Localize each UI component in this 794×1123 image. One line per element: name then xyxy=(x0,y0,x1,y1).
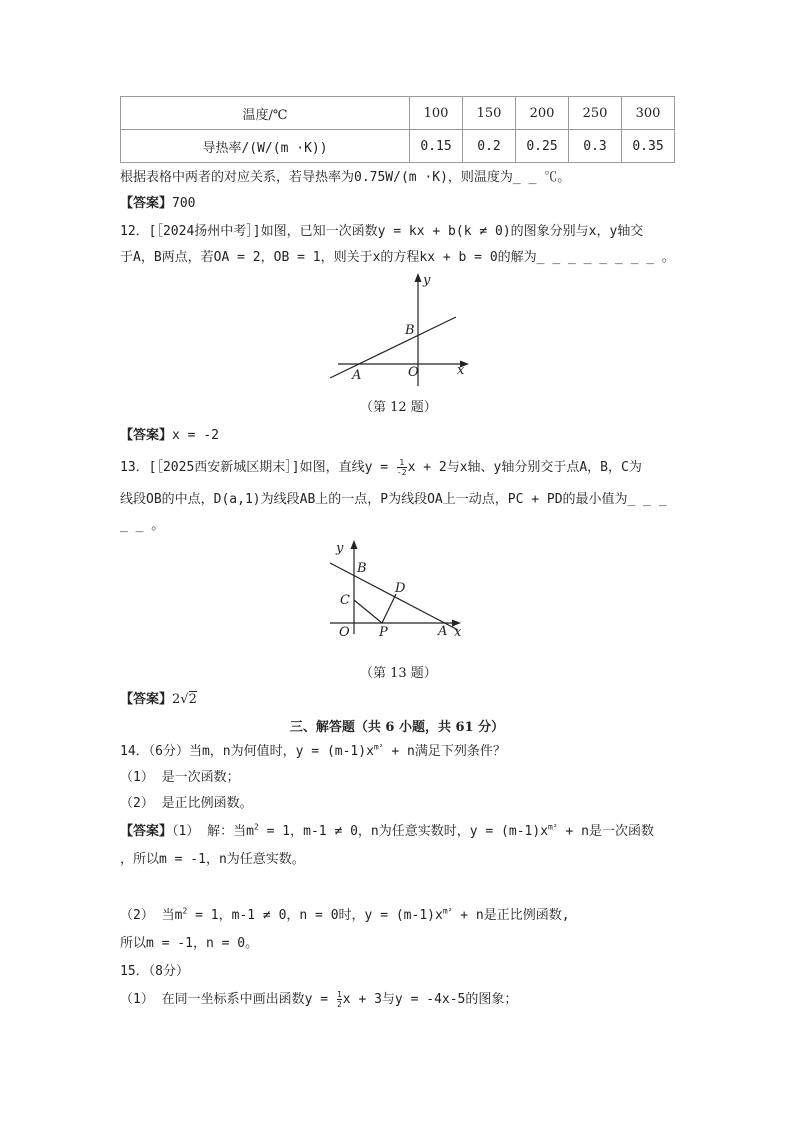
q14-part2: （2） 是正比例函数。 xyxy=(120,796,253,811)
ans2-pre: （2） 当m xyxy=(120,908,183,923)
section-title: 三、解答题（共 6 小题，共 61 分） xyxy=(289,720,505,735)
q14-stem xyxy=(120,740,506,759)
answer-radicand: 2 xyxy=(188,692,197,707)
table-cell: 0.3 xyxy=(569,130,622,163)
q15-stem: 15．（8分） xyxy=(120,964,189,979)
table-header-conductivity: 导热率/(W/(m ·K)) xyxy=(121,130,410,163)
segment-PD xyxy=(382,594,396,623)
exponent: 2 xyxy=(182,906,188,916)
ans1-mid: = 1，m-1 ≠ 0，n为任意实数时，y = (m-1)x xyxy=(258,824,549,839)
exponent: m² xyxy=(373,742,384,752)
q13-figure-caption: （第 13 题） xyxy=(360,666,437,681)
table-header-temperature: 温度/℃ xyxy=(121,97,410,130)
conductivity-table xyxy=(120,96,675,163)
exponent: m² xyxy=(548,822,558,832)
label-y: y xyxy=(336,541,344,556)
table-cell: 100 xyxy=(410,97,463,130)
q14-stem-post: + n满足下列条件？ xyxy=(383,744,506,759)
answer-coefficient: 2 xyxy=(172,692,181,707)
ans2-post: + n是正比例函数, xyxy=(452,908,570,923)
table-cell: 0.15 xyxy=(410,130,463,163)
q15-part1-post: x + 3与y = -4x-5的图象； xyxy=(342,992,518,1007)
q13-line1-post: x + 2与x轴、y轴分别交于点A，B，C为 xyxy=(407,460,642,475)
table-cell: 0.35 xyxy=(622,130,675,163)
q12-line1: 12．[［2024扬州中考］]如图，已知一次函数y = kx + b(k ≠ 0)的图象分别与x，y轴交 xyxy=(120,224,644,239)
q14-answer-line1 xyxy=(120,820,654,839)
fraction-numerator: 1 xyxy=(336,990,342,999)
sqrt-symbol: √ xyxy=(180,692,189,707)
q13-line1-pre: 13．[［2025西安新城区期末］]如图，直线y = xyxy=(120,460,396,475)
label-x: x xyxy=(457,363,465,378)
table-cell: 150 xyxy=(463,97,516,130)
answer-label: 【答案】 xyxy=(120,692,173,707)
fraction-denominator: -2 xyxy=(396,468,407,477)
label-B: B xyxy=(357,561,367,576)
table-cell: 0.2 xyxy=(463,130,516,163)
exponent: 2 xyxy=(254,822,259,832)
q14-answer2-line2: 所以m = -1，n = 0。 xyxy=(120,936,259,951)
answer-label: 【答案】 xyxy=(120,824,173,839)
segment-PC xyxy=(354,600,382,623)
label-P: P xyxy=(379,625,388,640)
q12-answer xyxy=(120,424,219,443)
fraction xyxy=(397,458,407,477)
ans2-mid: = 1，m-1 ≠ 0，n = 0时，y = (m-1)x xyxy=(187,908,443,923)
fraction-denominator: 2 xyxy=(336,1000,342,1009)
table-cell: 250 xyxy=(569,97,622,130)
q12-figure-caption: （第 12 题） xyxy=(360,400,437,415)
q14-part1: （1） 是一次函数； xyxy=(120,770,240,785)
label-O: O xyxy=(408,365,419,380)
q12-line2: 于A，B两点，若OA = 2，OB = 1，则关于x的方程kx + b = 0的解为_ _ _ _ _ _ _ _ 。 xyxy=(120,250,675,265)
answer-label: 【答案】 xyxy=(120,428,173,443)
label-A: A xyxy=(352,368,362,383)
q11-answer xyxy=(120,192,196,211)
label-A: A xyxy=(438,624,448,639)
q13-line1 xyxy=(120,456,642,477)
q14-answer2-line1 xyxy=(120,904,570,923)
answer-value: x = -2 xyxy=(172,428,219,443)
q14-answer-line2: ，所以m = -1，n为任意实数。 xyxy=(120,852,305,867)
ans1-pre: （1） 解：当m xyxy=(172,824,254,839)
ans1-post: + n是一次函数 xyxy=(557,824,654,839)
y-axis-arrow xyxy=(415,273,422,282)
label-D: D xyxy=(395,581,406,596)
q15-part1 xyxy=(120,988,517,1009)
label-y: y xyxy=(423,273,431,288)
fraction-numerator: 1 xyxy=(397,458,407,468)
q15-part1-pre: （1） 在同一坐标系中画出函数y = xyxy=(120,992,336,1007)
label-x: x xyxy=(454,625,462,640)
table-cell: 0.25 xyxy=(516,130,569,163)
label-C: C xyxy=(340,593,350,608)
answer-value: 700 xyxy=(172,196,196,211)
q13-answer xyxy=(120,688,197,707)
q12-figure xyxy=(320,268,480,390)
y-axis-arrow xyxy=(351,540,358,549)
function-line xyxy=(330,317,456,378)
label-O: O xyxy=(339,625,350,640)
answer-label: 【答案】 xyxy=(120,196,173,211)
label-B: B xyxy=(405,323,415,338)
exponent: m² xyxy=(442,906,453,916)
q11-text: 根据表格中两者的对应关系，若导热率为0.75W/(m ·K)，则温度为_ _ ℃。 xyxy=(120,170,571,185)
table-cell: 300 xyxy=(622,97,675,130)
table-row xyxy=(121,130,675,163)
q13-line2: 线段OB的中点，D(a,1)为线段AB上的一点，P为线段OA上一动点，PC + PD的最小值为_ _ _ xyxy=(120,492,667,507)
q14-stem-pre: 14．（6分）当m，n为何值时，y = (m-1)x xyxy=(120,744,374,759)
table-cell: 200 xyxy=(516,97,569,130)
table-row xyxy=(121,97,675,130)
q13-line3: _ _ 。 xyxy=(120,518,165,533)
q13-figure xyxy=(322,534,472,644)
fraction xyxy=(337,990,342,1009)
